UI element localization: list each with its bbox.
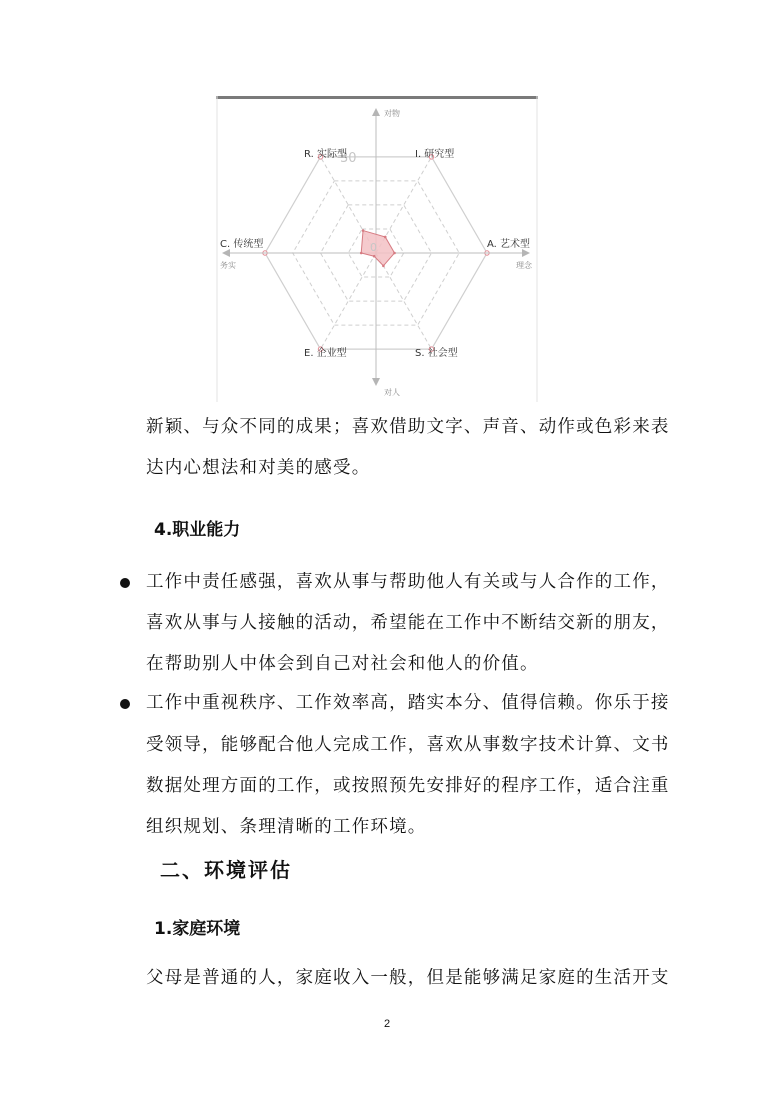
- family-paragraph-line-1: 父母是普通的人，家庭收入一般，但是能够满足家庭的生活开支: [146, 968, 670, 988]
- bullet-2-line-2: 受领导，能够配合他人完成工作，喜欢从事数字技术计算、文书: [146, 735, 670, 755]
- direction-label-top: 对物: [384, 109, 400, 118]
- direction-label-bottom: 对人: [384, 388, 400, 397]
- radar-data-point-5: [373, 255, 376, 258]
- section-heading-career-ability: 4.职业能力: [154, 520, 241, 540]
- radar-svg: [216, 96, 538, 402]
- radar-data-point-4: [382, 265, 385, 268]
- direction-label-left: 务实: [220, 261, 236, 270]
- axis-label-realistic: R. 实际型: [304, 149, 347, 160]
- axis-arrow-left: [222, 249, 230, 257]
- scale-min-label: 0: [370, 241, 377, 254]
- direction-label-right: 理念: [516, 261, 532, 270]
- axis-arrow-right: [522, 249, 530, 257]
- section-heading-family: 1.家庭环境: [154, 919, 241, 939]
- axis-label-social: S. 社会型: [415, 348, 458, 359]
- bullet-dot-2: [120, 699, 130, 709]
- bullet-dot-1: [120, 578, 130, 588]
- bullet-1-line-1: 工作中责任感强，喜欢从事与帮助他人有关或与人合作的工作，: [146, 572, 670, 592]
- section-heading-environment: 二、环境评估: [160, 858, 292, 882]
- page-number: 2: [383, 1018, 391, 1030]
- radar-data-point-2: [384, 236, 387, 239]
- axis-label-artistic: A. 艺术型: [487, 239, 531, 250]
- radar-data-point-3: [393, 252, 396, 255]
- axis-label-enterprising: E. 企业型: [304, 348, 347, 359]
- holland-radar-chart: [216, 96, 538, 402]
- axis-arrow-top: [372, 108, 380, 116]
- bullet-2-line-4: 组织规划、条理清晰的工作环境。: [146, 817, 427, 837]
- axis-label-investigative: I. 研究型: [415, 149, 455, 160]
- bullet-2-line-1: 工作中重视秩序、工作效率高，踏实本分、值得信赖。你乐于接: [146, 693, 670, 713]
- scale-max-label: 30: [340, 151, 357, 166]
- radar-data-point-1: [362, 229, 365, 232]
- bullet-1-line-2: 喜欢从事与人接触的活动，希望能在工作中不断结交新的朋友，: [146, 613, 670, 633]
- intro-paragraph-line-1: 新颖、与众不同的成果；喜欢借助文字、声音、动作或色彩来表: [146, 417, 670, 437]
- radar-data-point-6: [360, 252, 363, 255]
- axis-arrow-bottom: [372, 378, 380, 386]
- axis-label-conventional: C. 传统型: [220, 239, 264, 250]
- intro-paragraph-line-2: 达内心想法和对美的感受。: [146, 458, 371, 478]
- bullet-2-line-3: 数据处理方面的工作，或按照预先安排好的程序工作，适合注重: [146, 776, 670, 796]
- bullet-1-line-3: 在帮助别人中体会到自己对社会和他人的价值。: [146, 654, 539, 674]
- radar-data-area: [361, 231, 394, 266]
